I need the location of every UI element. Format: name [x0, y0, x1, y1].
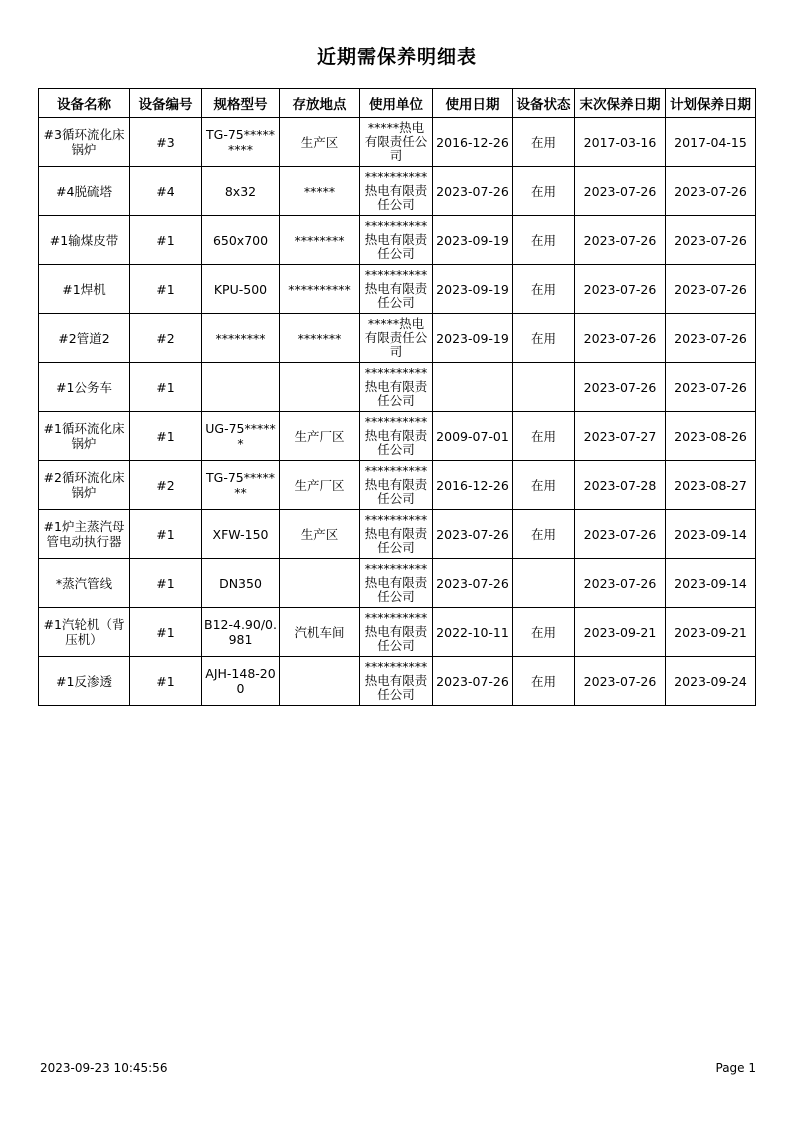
cell-model	[202, 363, 280, 412]
cell-location: *****	[280, 167, 360, 216]
table-row	[39, 265, 756, 314]
cell-use-date: 2023-07-26	[433, 559, 513, 608]
cell-status	[513, 559, 575, 608]
cell-unit: **********热电有限责任公司	[360, 167, 433, 216]
cell-planned-maintenance: 2023-07-26	[666, 216, 756, 265]
cell-equipment-number: #1	[130, 510, 202, 559]
cell-status: 在用	[513, 412, 575, 461]
cell-equipment-name: #4脱硫塔	[39, 167, 130, 216]
cell-model: KPU-500	[202, 265, 280, 314]
table-row	[39, 412, 756, 461]
header-model: 规格型号	[202, 89, 280, 118]
cell-unit: **********热电有限责任公司	[360, 363, 433, 412]
table-row	[39, 559, 756, 608]
footer-timestamp: 2023-09-23 10:45:56	[40, 1061, 168, 1075]
header-unit: 使用单位	[360, 89, 433, 118]
table-row	[39, 167, 756, 216]
cell-location: 生产厂区	[280, 412, 360, 461]
table-row	[39, 657, 756, 706]
cell-equipment-number: #1	[130, 363, 202, 412]
table-row	[39, 510, 756, 559]
cell-equipment-name: #1炉主蒸汽母管电动执行器	[39, 510, 130, 559]
cell-equipment-number: #2	[130, 461, 202, 510]
cell-use-date: 2023-07-26	[433, 167, 513, 216]
table-row	[39, 314, 756, 363]
page-title: 近期需保养明细表	[316, 46, 477, 68]
cell-equipment-name: #2管道2	[39, 314, 130, 363]
cell-equipment-number: #1	[130, 608, 202, 657]
cell-planned-maintenance: 2023-09-14	[666, 510, 756, 559]
table-row	[39, 363, 756, 412]
cell-equipment-name: #3循环流化床锅炉	[39, 118, 130, 167]
header-equipment-name: 设备名称	[39, 89, 130, 118]
cell-location	[280, 559, 360, 608]
cell-model: B12-4.90/0.981	[202, 608, 280, 657]
cell-unit: **********热电有限责任公司	[360, 461, 433, 510]
table-row	[39, 608, 756, 657]
cell-equipment-name: #1汽轮机（背压机）	[39, 608, 130, 657]
table-row	[39, 216, 756, 265]
cell-planned-maintenance: 2023-08-26	[666, 412, 756, 461]
cell-model: DN350	[202, 559, 280, 608]
cell-model: ********	[202, 314, 280, 363]
cell-planned-maintenance: 2023-09-24	[666, 657, 756, 706]
cell-location: 生产区	[280, 118, 360, 167]
cell-unit: *****热电有限责任公司	[360, 118, 433, 167]
cell-location	[280, 657, 360, 706]
cell-unit: **********热电有限责任公司	[360, 608, 433, 657]
cell-model: 8x32	[202, 167, 280, 216]
cell-equipment-number: #1	[130, 559, 202, 608]
cell-location	[280, 363, 360, 412]
cell-last-maintenance: 2017-03-16	[575, 118, 666, 167]
cell-status: 在用	[513, 461, 575, 510]
cell-equipment-number: #4	[130, 167, 202, 216]
cell-location: ********	[280, 216, 360, 265]
cell-use-date	[433, 363, 513, 412]
cell-location: 汽机车间	[280, 608, 360, 657]
cell-equipment-name: #1循环流化床锅炉	[39, 412, 130, 461]
header-row	[39, 89, 756, 118]
cell-planned-maintenance: 2023-07-26	[666, 363, 756, 412]
cell-status: 在用	[513, 657, 575, 706]
cell-last-maintenance: 2023-07-26	[575, 167, 666, 216]
cell-status: 在用	[513, 118, 575, 167]
cell-unit: **********热电有限责任公司	[360, 657, 433, 706]
cell-equipment-number: #3	[130, 118, 202, 167]
cell-equipment-number: #1	[130, 657, 202, 706]
cell-use-date: 2023-07-26	[433, 510, 513, 559]
cell-equipment-number: #1	[130, 412, 202, 461]
cell-last-maintenance: 2023-07-27	[575, 412, 666, 461]
cell-unit: **********热电有限责任公司	[360, 216, 433, 265]
cell-equipment-name: #2循环流化床锅炉	[39, 461, 130, 510]
cell-location: 生产区	[280, 510, 360, 559]
cell-planned-maintenance: 2023-09-14	[666, 559, 756, 608]
cell-equipment-name: *蒸汽管线	[39, 559, 130, 608]
cell-last-maintenance: 2023-07-26	[575, 559, 666, 608]
cell-last-maintenance: 2023-07-26	[575, 363, 666, 412]
cell-equipment-name: #1公务车	[39, 363, 130, 412]
cell-last-maintenance: 2023-09-21	[575, 608, 666, 657]
cell-model: XFW-150	[202, 510, 280, 559]
cell-status: 在用	[513, 510, 575, 559]
cell-model: 650x700	[202, 216, 280, 265]
cell-unit: **********热电有限责任公司	[360, 412, 433, 461]
cell-status: 在用	[513, 216, 575, 265]
cell-use-date: 2016-12-26	[433, 461, 513, 510]
cell-planned-maintenance: 2023-07-26	[666, 314, 756, 363]
cell-unit: *****热电有限责任公司	[360, 314, 433, 363]
cell-location: *******	[280, 314, 360, 363]
cell-use-date: 2016-12-26	[433, 118, 513, 167]
cell-use-date: 2023-09-19	[433, 216, 513, 265]
cell-status: 在用	[513, 314, 575, 363]
cell-unit: **********热电有限责任公司	[360, 265, 433, 314]
cell-last-maintenance: 2023-07-26	[575, 510, 666, 559]
cell-equipment-name: #1反渗透	[39, 657, 130, 706]
header-last-maintenance: 末次保养日期	[575, 89, 666, 118]
cell-use-date: 2023-09-19	[433, 265, 513, 314]
maintenance-table	[38, 88, 756, 706]
cell-planned-maintenance: 2023-07-26	[666, 167, 756, 216]
cell-use-date: 2023-07-26	[433, 657, 513, 706]
cell-unit: **********热电有限责任公司	[360, 559, 433, 608]
cell-equipment-number: #1	[130, 216, 202, 265]
cell-model: AJH-148-200	[202, 657, 280, 706]
footer-page-number: Page 1	[715, 1061, 756, 1075]
cell-location: **********	[280, 265, 360, 314]
cell-model: UG-75******	[202, 412, 280, 461]
cell-use-date: 2023-09-19	[433, 314, 513, 363]
cell-planned-maintenance: 2023-09-21	[666, 608, 756, 657]
cell-status: 在用	[513, 608, 575, 657]
cell-last-maintenance: 2023-07-28	[575, 461, 666, 510]
cell-use-date: 2009-07-01	[433, 412, 513, 461]
cell-model: TG-75*******	[202, 461, 280, 510]
table-body	[39, 118, 756, 706]
header-location: 存放地点	[280, 89, 360, 118]
header-equipment-number: 设备编号	[130, 89, 202, 118]
cell-equipment-number: #1	[130, 265, 202, 314]
cell-planned-maintenance: 2023-08-27	[666, 461, 756, 510]
table-row	[39, 461, 756, 510]
cell-use-date: 2022-10-11	[433, 608, 513, 657]
cell-equipment-name: #1焊机	[39, 265, 130, 314]
cell-status: 在用	[513, 167, 575, 216]
cell-last-maintenance: 2023-07-26	[575, 265, 666, 314]
cell-equipment-name: #1输煤皮带	[39, 216, 130, 265]
header-status: 设备状态	[513, 89, 575, 118]
cell-last-maintenance: 2023-07-26	[575, 314, 666, 363]
cell-last-maintenance: 2023-07-26	[575, 657, 666, 706]
cell-status	[513, 363, 575, 412]
header-use-date: 使用日期	[433, 89, 513, 118]
cell-status: 在用	[513, 265, 575, 314]
header-planned-maintenance: 计划保养日期	[666, 89, 756, 118]
cell-model: TG-75*********	[202, 118, 280, 167]
table-row	[39, 118, 756, 167]
cell-planned-maintenance: 2017-04-15	[666, 118, 756, 167]
cell-planned-maintenance: 2023-07-26	[666, 265, 756, 314]
cell-last-maintenance: 2023-07-26	[575, 216, 666, 265]
cell-unit: **********热电有限责任公司	[360, 510, 433, 559]
cell-location: 生产厂区	[280, 461, 360, 510]
cell-equipment-number: #2	[130, 314, 202, 363]
